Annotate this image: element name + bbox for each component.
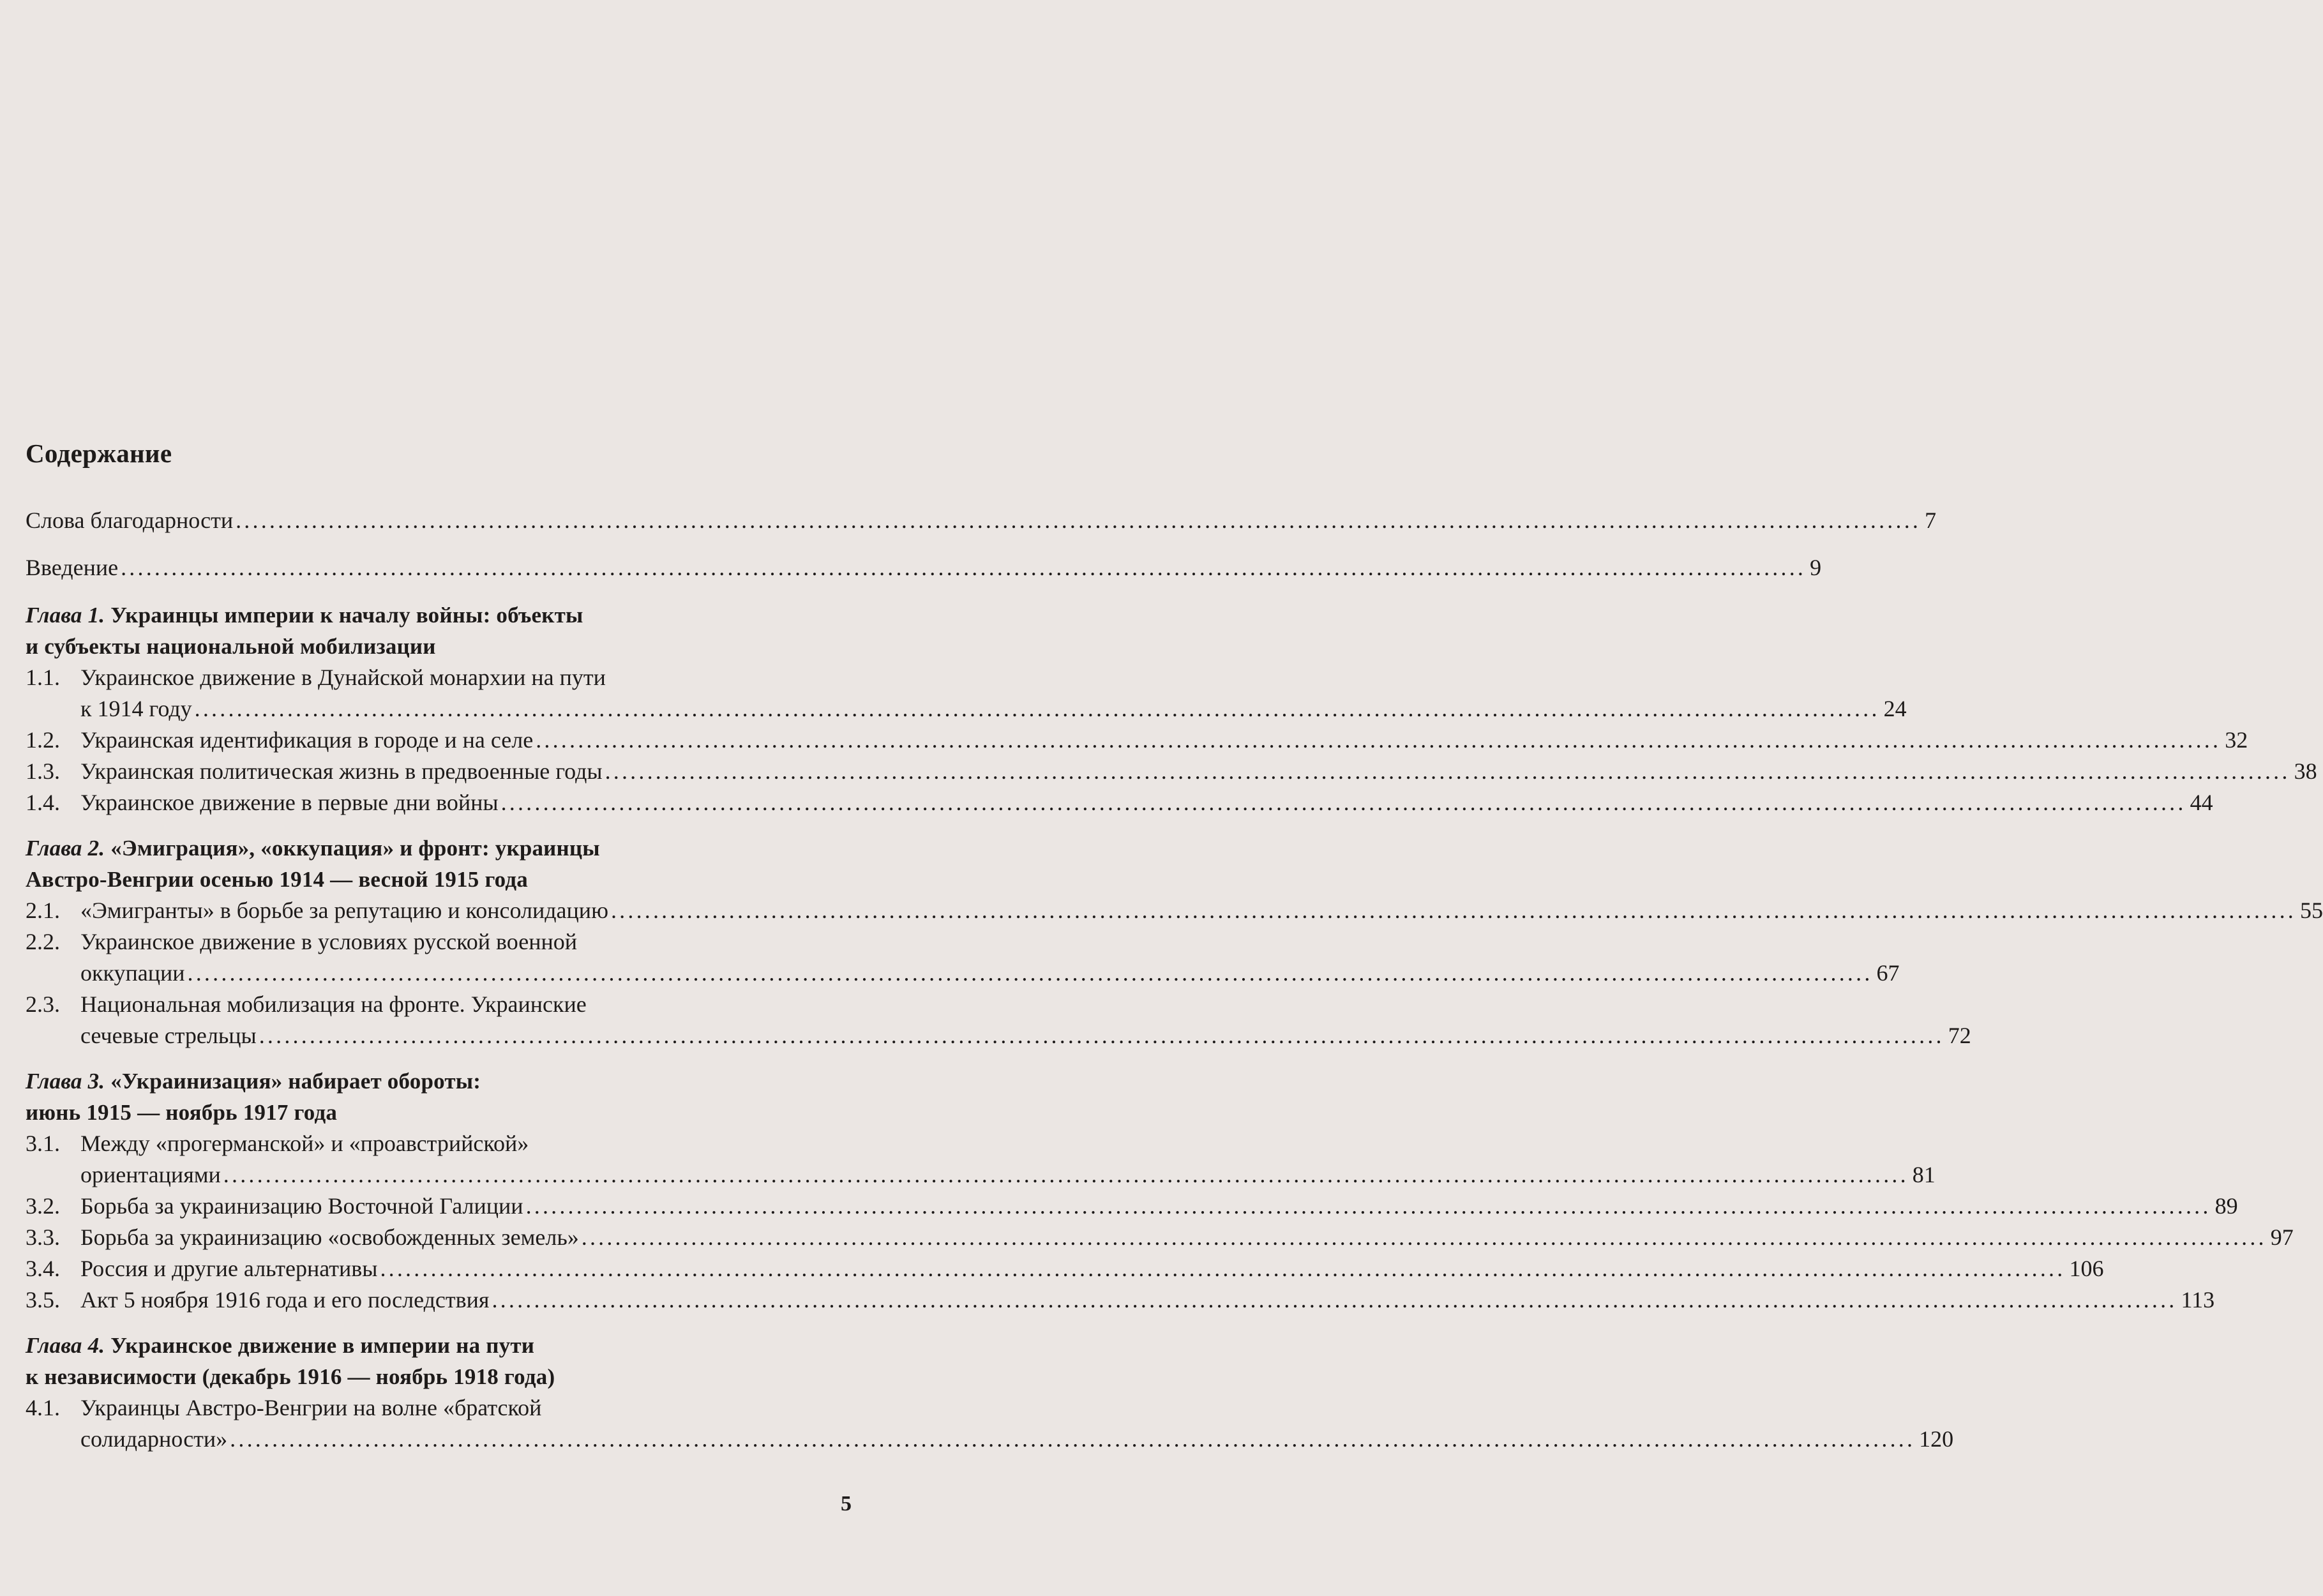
- section-number: 3.1.: [26, 1131, 60, 1156]
- section-number: 2.1.: [26, 898, 60, 923]
- section-number: 1.2.: [26, 727, 60, 753]
- chapter-label: Глава 4.: [26, 1333, 105, 1358]
- section-number: 2.2.: [26, 929, 60, 954]
- section-title-line: Украинское движение в Дунайской монархии на пути: [80, 665, 606, 690]
- section-number: 3.4.: [26, 1256, 60, 1281]
- chapter-heading-2-cont: [26, 864, 852, 895]
- toc-page-number: 55: [2299, 898, 2323, 923]
- chapter-heading-2[interactable]: [26, 832, 852, 864]
- section-3-1-line1[interactable]: [26, 1128, 852, 1159]
- page-folio-number: 5: [841, 1492, 852, 1516]
- toc-page-number: 24: [1883, 696, 1907, 721]
- chapter-label: Глава 2.: [26, 836, 105, 861]
- chapter-title-line: «Эмиграция», «оккупация» и фронт: украинцы: [110, 836, 600, 861]
- chapter-title-line: «Украинизация» набирает обороты:: [110, 1069, 481, 1094]
- section-number: 1.4.: [26, 790, 60, 815]
- toc-page-number: 7: [1925, 508, 1937, 533]
- section-title: к 1914 году: [80, 696, 192, 721]
- dot-leader: ........................................................................................................................................................................................................: [536, 727, 2222, 753]
- section-3-1[interactable]: [26, 1159, 1936, 1191]
- chapter-heading-4-cont: [26, 1361, 852, 1392]
- section-2-2-line1[interactable]: [26, 926, 852, 958]
- toc-page-number: 120: [1919, 1426, 1954, 1452]
- chapter-label: Глава 3.: [26, 1069, 105, 1094]
- section-2-2[interactable]: [26, 958, 1900, 989]
- toc-page-number: 72: [1948, 1023, 1971, 1048]
- dot-leader: ........................................................................................................................................................................................................: [581, 1224, 2267, 1250]
- dot-leader: ........................................................................................................................................................................................................: [492, 1287, 2177, 1313]
- toc-page-number: 32: [2225, 727, 2248, 753]
- section-number: 3.3.: [26, 1224, 60, 1250]
- chapter-heading-3-cont: [26, 1097, 852, 1128]
- chapter-heading-1[interactable]: [26, 599, 852, 631]
- section-title: ориентациями: [80, 1162, 221, 1187]
- toc-page-number: 81: [1912, 1162, 1936, 1187]
- section-1-2[interactable]: [26, 725, 2248, 756]
- dot-leader: ........................................................................................................................................................................................................: [187, 960, 1873, 986]
- dot-leader: ........................................................................................................................................................................................................: [223, 1162, 1909, 1187]
- contents-heading: Содержание: [26, 439, 172, 468]
- section-number: 1.1.: [26, 665, 60, 690]
- dot-leader: ........................................................................................................................................................................................................: [236, 508, 1921, 533]
- toc-page-number: 38: [2294, 758, 2317, 784]
- chapter-title-line: Австро-Венгрии осенью 1914 — весной 1915 года: [26, 867, 528, 892]
- section-number: 2.3.: [26, 991, 60, 1017]
- section-3-3[interactable]: [26, 1222, 2294, 1253]
- toc-page-number: 97: [2270, 1224, 2294, 1250]
- section-title: Украинская политическая жизнь в предвоенные годы: [80, 758, 603, 784]
- section-title: «Эмигранты» в борьбе за репутацию и консолидацию: [80, 898, 608, 923]
- section-title: Украинская идентификация в городе и на селе: [80, 727, 534, 753]
- table-of-contents: [26, 505, 2323, 1455]
- dot-leader: ........................................................................................................................................................................................................: [605, 758, 2290, 784]
- section-1-3[interactable]: [26, 756, 2317, 787]
- toc-page-number: 89: [2214, 1193, 2238, 1219]
- toc-entry-acknowledgements[interactable]: [26, 505, 1937, 536]
- chapter-title-line: к независимости (декабрь 1916 — ноябрь 1918 года): [26, 1364, 555, 1389]
- chapter-heading-4[interactable]: [26, 1330, 852, 1361]
- chapter-heading-3[interactable]: [26, 1065, 852, 1097]
- section-1-1[interactable]: [26, 693, 1907, 725]
- toc-entry-title: Слова благодарности: [26, 508, 234, 533]
- section-title: Россия и другие альтернативы: [80, 1256, 378, 1281]
- chapter-title-line: июнь 1915 — ноябрь 1917 года: [26, 1100, 338, 1125]
- section-2-3[interactable]: [26, 1020, 1971, 1051]
- dot-leader: ........................................................................................................................................................................................................: [230, 1426, 1916, 1452]
- toc-entry-title: Введение: [26, 555, 119, 580]
- section-4-1[interactable]: [26, 1424, 1954, 1455]
- dot-leader: ........................................................................................................................................................................................................: [121, 555, 1807, 580]
- section-4-1-line1[interactable]: [26, 1392, 852, 1424]
- toc-page-number: 67: [1876, 960, 1900, 986]
- toc-page-number: 9: [1810, 555, 1822, 580]
- section-title-line: Национальная мобилизация на фронте. Украинские: [80, 991, 587, 1017]
- section-2-3-line1[interactable]: [26, 989, 852, 1020]
- section-title: Акт 5 ноября 1916 года и его последствия: [80, 1287, 490, 1313]
- section-1-1-line1[interactable]: [26, 662, 852, 693]
- section-3-5[interactable]: [26, 1284, 2215, 1316]
- chapter-title-line: Украинцы империи к началу войны: объекты: [110, 603, 583, 628]
- section-title-line: Между «прогерманской» и «проавстрийской»: [80, 1131, 529, 1156]
- section-3-2[interactable]: [26, 1191, 2238, 1222]
- dot-leader: ........................................................................................................................................................................................................: [194, 696, 1880, 721]
- chapter-heading-1-cont: [26, 631, 852, 662]
- toc-page-number: 113: [2181, 1287, 2215, 1313]
- section-title: Борьба за украинизацию Восточной Галиции: [80, 1193, 523, 1219]
- dot-leader: ........................................................................................................................................................................................................: [525, 1193, 2211, 1219]
- section-title-line: Украинцы Австро-Венгрии на волне «братской: [80, 1395, 542, 1420]
- section-title: Борьба за украинизацию «освобожденных земель»: [80, 1224, 579, 1250]
- toc-page-number: 106: [2069, 1256, 2104, 1281]
- dot-leader: ........................................................................................................................................................................................................: [500, 790, 2186, 815]
- section-1-4[interactable]: [26, 787, 2213, 818]
- section-2-1[interactable]: [26, 895, 2323, 926]
- section-number: 1.3.: [26, 758, 60, 784]
- dot-leader: ........................................................................................................................................................................................................: [380, 1256, 2066, 1281]
- dot-leader: ........................................................................................................................................................................................................: [259, 1023, 1944, 1048]
- section-title: солидарности»: [80, 1426, 228, 1452]
- section-title: Украинское движение в первые дни войны: [80, 790, 499, 815]
- section-title: сечевые стрельцы: [80, 1023, 257, 1048]
- toc-page-number: 44: [2190, 790, 2213, 815]
- section-number: 4.1.: [26, 1395, 60, 1420]
- section-title-line: Украинское движение в условиях русской военной: [80, 929, 577, 954]
- section-number: 3.5.: [26, 1287, 60, 1313]
- chapter-title-line: Украинское движение в империи на пути: [110, 1333, 535, 1358]
- section-title: оккупации: [80, 960, 185, 986]
- section-number: 3.2.: [26, 1193, 60, 1219]
- dot-leader: ........................................................................................................................................................................................................: [610, 898, 2296, 923]
- chapter-label: Глава 1.: [26, 603, 105, 628]
- toc-entry-introduction[interactable]: [26, 552, 1822, 583]
- chapter-title-line: и субъекты национальной мобилизации: [26, 634, 436, 659]
- section-3-4[interactable]: [26, 1253, 2104, 1284]
